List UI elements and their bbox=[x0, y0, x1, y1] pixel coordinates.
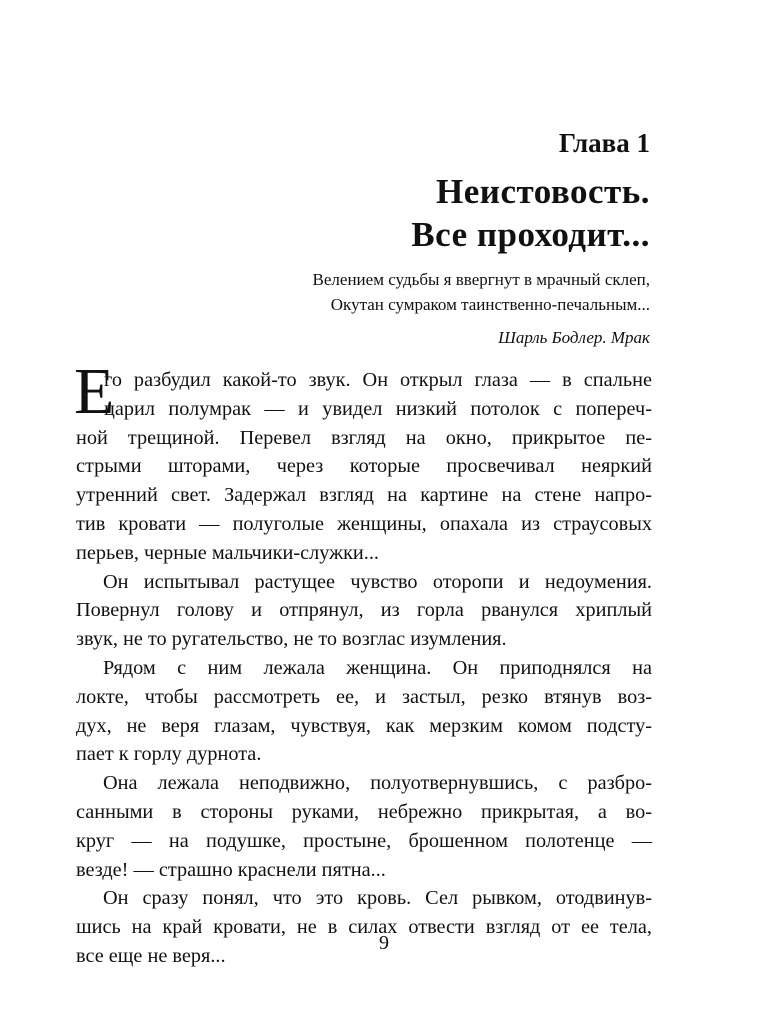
drop-cap: Е bbox=[74, 355, 115, 428]
body-line: дух, не веря глазам, чувствуя, как мерзким комом подсту- bbox=[76, 714, 652, 737]
body-line: го разбудил какой-то звук. Он открыл глаза — в спальне bbox=[104, 369, 652, 391]
body-line: круг — на подушке, простыне, брошенном полотенце — bbox=[76, 829, 652, 852]
page-number: 9 bbox=[379, 932, 389, 954]
body-line: санными в стороны руками, небрежно прикрытая, а во- bbox=[76, 800, 652, 823]
epigraph bbox=[220, 267, 650, 350]
body-line: Она лежала неподвижно, полуотвернувшись, с разбро- bbox=[103, 772, 652, 795]
body-line: звук, не то ругательство, не то возглас изумления. bbox=[76, 628, 507, 651]
epigraph-line-1: Велением судьбы я ввергнут в мрачный склеп, bbox=[312, 270, 650, 289]
epigraph-line-2: Окутан сумраком таинственно-печальным... bbox=[330, 295, 650, 314]
body-line: локте, чтобы рассмотреть ее, и застыл, резко втянув воз- bbox=[76, 685, 652, 708]
body-line: царил полумрак — и увидел низкий потолок с попереч- bbox=[104, 397, 652, 420]
epigraph-source: Шарль Бодлер. Мрак bbox=[498, 328, 650, 347]
body-text bbox=[74, 355, 652, 971]
body-line: пает к горлу дурнота. bbox=[76, 743, 262, 766]
body-line: Он сразу понял, что это кровь. Сел рывком, отодвинув- bbox=[103, 887, 652, 910]
body-line: везде! — страшно краснели пятна... bbox=[76, 858, 386, 881]
chapter-label: Глава 1 bbox=[558, 128, 650, 158]
chapter-title-line-2: Все проходит... bbox=[411, 215, 650, 254]
body-line: стрыми шторами, через которые просвечивал неяркий bbox=[76, 455, 652, 478]
body-line: ной трещиной. Перевел взгляд на окно, прикрытое пе- bbox=[76, 426, 652, 449]
body-line: Повернул голову и отпрянул, из горла рванулся хриплый bbox=[76, 599, 652, 622]
body-line: шись на край кровати, не в силах отвести взгляд от ее тела, bbox=[76, 916, 652, 939]
body-line: перьев, черные мальчики-служки... bbox=[76, 541, 379, 564]
body-line: все еще не веря... bbox=[76, 944, 226, 967]
chapter-title bbox=[411, 170, 650, 256]
body-line: Рядом с ним лежала женщина. Он приподнялся на bbox=[103, 656, 652, 679]
body-line: Он испытывал растущее чувство оторопи и недоумения. bbox=[103, 570, 652, 593]
body-line: утренний свет. Задержал взгляд на картине на стене напро- bbox=[76, 484, 652, 507]
chapter-title-line-1: Неистовость. bbox=[436, 172, 650, 211]
body-line: тив кровати — полуголые женщины, опахала из страусовых bbox=[76, 512, 652, 535]
